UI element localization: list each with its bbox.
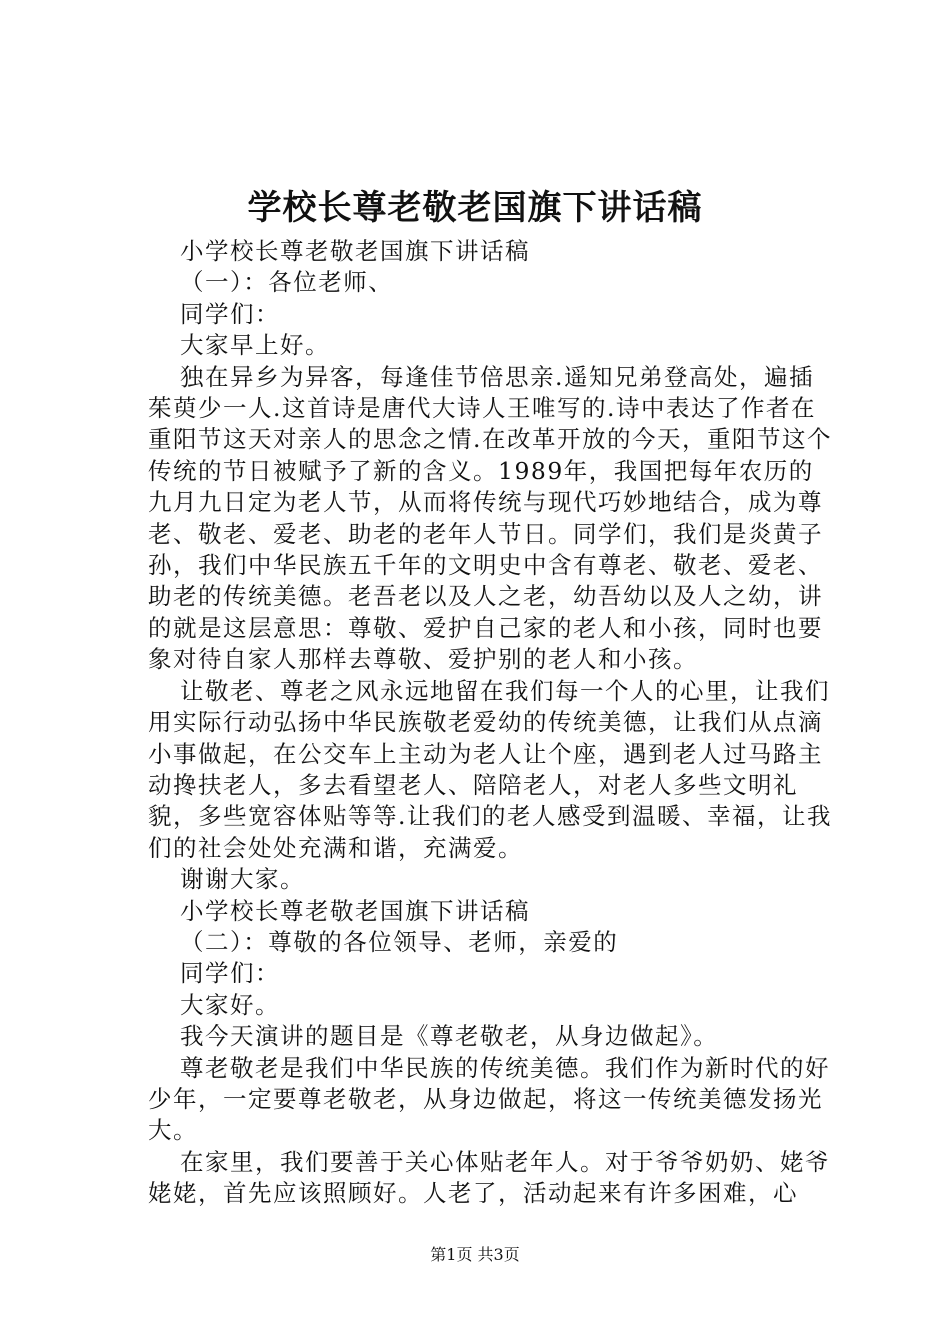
paragraph: 让敬老、尊老之风永远地留在我们每一个人的心里，让我们用实际行动弘扬中华民族敬老爱幼的传统美德，让我们从点滴小事做起，在公交车上主动为老人让个座，遇到老人过马路主动搀扶老人，多去看望老人、陪陪老人，对老人多些文明礼貌，多些宽容体贴等等.让我们的老人感受到温暖、幸福，让我们的社会处处充满和谐，充满爱。: [148, 676, 832, 862]
paragraph: 谢谢大家。: [180, 865, 305, 894]
page-number-footer: 第1页 共3页: [430, 1245, 520, 1264]
paragraph: 我今天演讲的题目是《尊老敬老，从身边做起》。: [180, 1022, 719, 1051]
paragraph: 独在异乡为异客，每逢佳节倍思亲.遥知兄弟登高处，遍插茱萸少一人.这首诗是唐代大诗人王唯写的.诗中表达了作者在重阳节这天对亲人的思念之情.在改革开放的今天，重阳节这个传统的节日被赋予了新的含义。1989年，我国把每年农历的九月九日定为老人节，从而将传统与现代巧妙地结合，成为尊老、敬老、爱老、助老的老年人节日。同学们，我们是炎黄子孙，我们中华民族五千年的文明史中含有尊老、敬老、爱老、助老的传统美德。老吾老以及人之老，幼吾幼以及人之幼，讲的就是这层意思：尊敬、爱护自己家的老人和小孩，同时也要象对待自家人那样去尊敬、爱护别的老人和小孩。: [148, 362, 832, 674]
paragraph: 同学们：: [180, 299, 280, 328]
paragraph: （二）：尊敬的各位领导、老师，亲爱的: [180, 927, 619, 956]
paragraph: 大家早上好。: [180, 331, 330, 360]
paragraph: 大家好。: [180, 990, 280, 1019]
paragraph: 小学校长尊老敬老国旗下讲话稿: [180, 237, 530, 265]
paragraph: 在家里，我们要善于关心体贴老年人。对于爷爷奶奶、姥爷姥姥，首先应该照顾好。人老了，活动起来有许多困难，心: [148, 1147, 830, 1208]
document-body: [148, 236, 838, 1210]
paragraph: 小学校长尊老敬老国旗下讲话稿: [180, 896, 530, 925]
paragraph: 尊老敬老是我们中华民族的传统美德。我们作为新时代的好少年，一定要尊老敬老，从身边做起，将这一传统美德发扬光大。: [148, 1053, 830, 1145]
paragraph: （一）：各位老师、: [180, 268, 394, 297]
paragraph: 同学们：: [180, 959, 280, 988]
document-title: 学校长尊老敬老国旗下讲话稿: [247, 188, 703, 228]
